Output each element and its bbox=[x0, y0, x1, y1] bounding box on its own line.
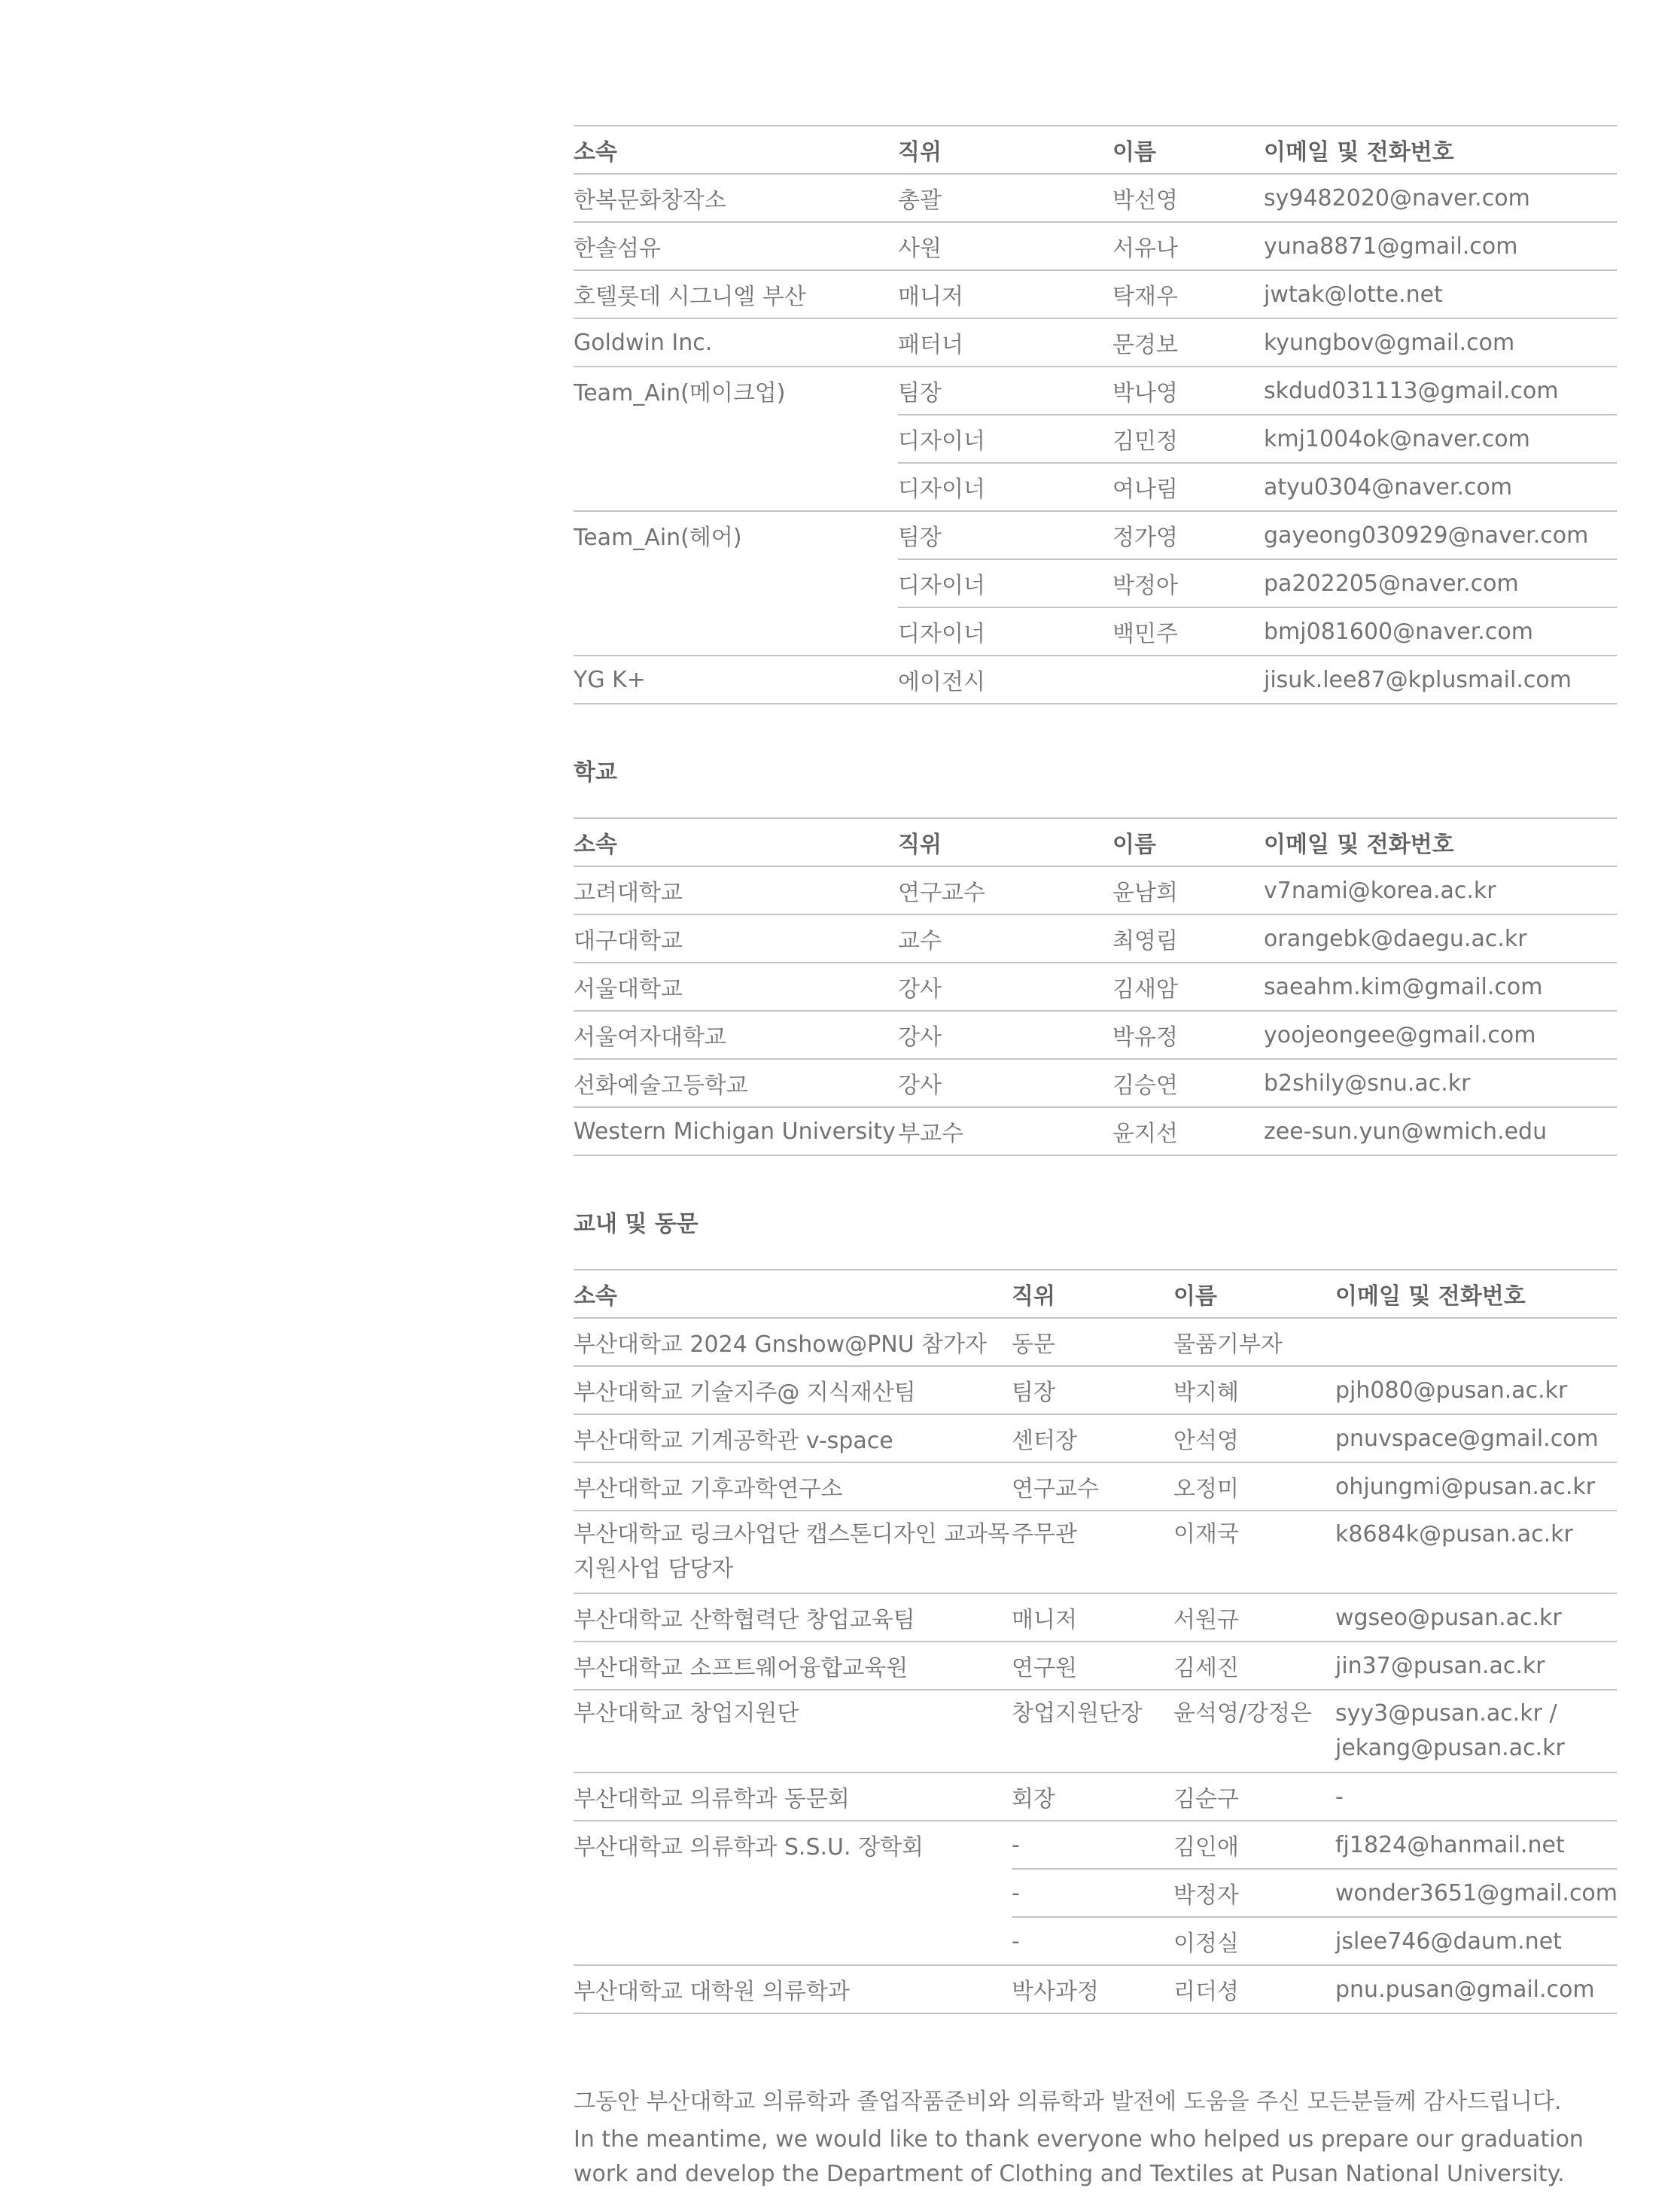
cell-email: wonder3651@gmail.com bbox=[1335, 1879, 1618, 1906]
table-row bbox=[574, 1414, 1617, 1462]
cell-name: 오정미 bbox=[1173, 1476, 1239, 1502]
thanks-korean: 그동안 부산대학교 의류학과 졸업작품준비와 의류학과 발전에 도움을 주신 모든분들께 감사드립니다. bbox=[574, 2089, 1562, 2115]
cell-name: 김인애 bbox=[1173, 1834, 1239, 1861]
cell-name: 김세진 bbox=[1173, 1655, 1239, 1681]
cell-affiliation: 호텔롯데 시그니엘 부산 bbox=[574, 284, 806, 310]
cell-name: 리더셩 bbox=[1173, 1979, 1239, 2005]
cell-affiliation: 부산대학교 산학협력단 창업교육팀 bbox=[574, 1607, 915, 1633]
cell-position: 동문 bbox=[1012, 1331, 1055, 1358]
cell-affiliation bbox=[574, 607, 898, 656]
table-row bbox=[574, 1107, 1617, 1155]
table-row bbox=[574, 1869, 1617, 1917]
cell-name: 이정실 bbox=[1173, 1931, 1239, 1957]
section-title-school: 학교 bbox=[574, 759, 617, 786]
header-affiliation: 소속 bbox=[574, 139, 617, 166]
cell-affiliation: 한복문화창작소 bbox=[574, 187, 726, 214]
cell-affiliation: 고려대학교 bbox=[574, 880, 683, 906]
cell-name: 정가영 bbox=[1112, 525, 1178, 551]
table-row bbox=[574, 866, 1617, 914]
cell-position: 팀장 bbox=[898, 525, 942, 551]
cell-affiliation: 부산대학교 대학원 의류학과 bbox=[574, 1979, 850, 2005]
school-table bbox=[574, 817, 1617, 1156]
cell-email: zee-sun.yun@wmich.edu bbox=[1264, 1118, 1548, 1145]
cell-email: jin37@pusan.ac.kr bbox=[1335, 1652, 1545, 1679]
cell-position: 팀장 bbox=[898, 380, 942, 406]
campus-table bbox=[574, 1269, 1617, 2014]
header-name: 이름 bbox=[1173, 1283, 1217, 1310]
table-row bbox=[574, 1965, 1617, 2013]
cell-affiliation: Team_Ain(헤어) bbox=[574, 525, 742, 551]
cell-email: pjh080@pusan.ac.kr bbox=[1335, 1377, 1568, 1404]
table-row bbox=[574, 1462, 1617, 1511]
cell-name: 김새암 bbox=[1112, 976, 1178, 1003]
thanks-english: In the meantime, we would like to thank everyone who helped us prepare our graduation work and develop the Department of Clothing and Textiles at Pusan National University. bbox=[574, 2126, 1584, 2187]
cell-position: 창업지원단장 bbox=[1012, 1700, 1143, 1727]
cell-name: 탁재우 bbox=[1112, 284, 1178, 310]
cell-email: kmj1004ok@naver.com bbox=[1264, 425, 1530, 452]
table-row bbox=[574, 1917, 1617, 1965]
table-row bbox=[574, 914, 1617, 963]
table-row bbox=[574, 1059, 1617, 1107]
table-row bbox=[574, 559, 1617, 607]
cell-name: 김순구 bbox=[1173, 1786, 1239, 1812]
cell-affiliation: 서울대학교 bbox=[574, 976, 683, 1003]
cell-name: 여나림 bbox=[1112, 476, 1178, 503]
table-row bbox=[574, 1318, 1617, 1366]
cell-email: orangebk@daegu.ac.kr bbox=[1264, 925, 1527, 952]
cell-affiliation: YG K+ bbox=[574, 666, 646, 693]
cell-email: kyungbov@gmail.com bbox=[1264, 329, 1515, 356]
cell-email: wgseo@pusan.ac.kr bbox=[1335, 1604, 1562, 1631]
cell-name: 윤남희 bbox=[1112, 880, 1178, 906]
table-row bbox=[574, 1642, 1617, 1690]
cell-name: 윤지선 bbox=[1112, 1121, 1178, 1147]
cell-name: 이재국 bbox=[1173, 1521, 1239, 1547]
cell-affiliation: 부산대학교 창업지원단 bbox=[574, 1700, 799, 1727]
table-row bbox=[574, 1011, 1617, 1059]
table-row bbox=[574, 415, 1617, 463]
cell-email: k8684k@pusan.ac.kr bbox=[1335, 1521, 1573, 1547]
cell-position: 디자이너 bbox=[898, 573, 985, 599]
cell-email: sy9482020@naver.com bbox=[1264, 184, 1530, 211]
header-contact: 이메일 및 전화번호 bbox=[1264, 139, 1454, 166]
header-name: 이름 bbox=[1112, 832, 1156, 858]
cell-email: pnuvspace@gmail.com bbox=[1335, 1425, 1599, 1452]
cell-name bbox=[1112, 656, 1264, 704]
cell-email: atyu0304@naver.com bbox=[1264, 473, 1513, 501]
cell-email: b2shily@snu.ac.kr bbox=[1264, 1070, 1471, 1097]
cell-position: 총괄 bbox=[898, 187, 942, 214]
table-row bbox=[574, 511, 1617, 559]
cell-email: jwtak@lotte.net bbox=[1264, 281, 1443, 308]
cell-affiliation: 한솔섬유 bbox=[574, 236, 661, 262]
cell-position: 강사 bbox=[898, 1073, 942, 1099]
cell-affiliation: 부산대학교 기술지주@ 지식재산팀 bbox=[574, 1380, 916, 1406]
table-row bbox=[574, 656, 1617, 704]
cell-position: 디자이너 bbox=[898, 428, 985, 455]
cell-affiliation bbox=[574, 1917, 1012, 1965]
table-header-row bbox=[574, 126, 1617, 174]
cell-position: 디자이너 bbox=[898, 621, 985, 647]
header-position: 직위 bbox=[898, 139, 942, 166]
cell-position: 강사 bbox=[898, 976, 942, 1003]
cell-position: 연구교수 bbox=[1012, 1476, 1099, 1502]
cell-position: 교수 bbox=[898, 928, 942, 954]
table-row bbox=[574, 1690, 1617, 1772]
cell-affiliation: Team_Ain(메이크업) bbox=[574, 380, 786, 406]
cell-affiliation: 부산대학교 2024 Gnshow@PNU 참가자 bbox=[574, 1331, 988, 1358]
cell-name: 박유정 bbox=[1112, 1024, 1178, 1051]
cell-affiliation: 부산대학교 기계공학관 v-space bbox=[574, 1428, 893, 1454]
cell-affiliation: 대구대학교 bbox=[574, 928, 683, 954]
cell-name: 안석영 bbox=[1173, 1428, 1239, 1454]
cell-position: 주무관 bbox=[1012, 1521, 1077, 1547]
section-title-campus: 교내 및 동문 bbox=[574, 1211, 698, 1237]
cell-email: fj1824@hanmail.net bbox=[1335, 1831, 1565, 1858]
industry-table bbox=[574, 125, 1617, 704]
cell-email: skdud031113@gmail.com bbox=[1264, 377, 1559, 404]
cell-affiliation bbox=[574, 559, 898, 607]
cell-position: 매니저 bbox=[898, 284, 963, 310]
cell-affiliation: Western Michigan University bbox=[574, 1118, 896, 1145]
cell-affiliation: Goldwin Inc. bbox=[574, 329, 713, 356]
table-row bbox=[574, 1593, 1617, 1642]
table-row bbox=[574, 1366, 1617, 1414]
header-contact: 이메일 및 전화번호 bbox=[1264, 832, 1454, 858]
thanks-message bbox=[574, 2085, 1617, 2192]
cell-name: 최영림 bbox=[1112, 928, 1178, 954]
cell-name: 박지혜 bbox=[1173, 1380, 1239, 1406]
table-row bbox=[574, 463, 1617, 511]
cell-name: 박나영 bbox=[1112, 380, 1178, 406]
cell-affiliation: 부산대학교 의류학과 S.S.U. 장학회 bbox=[574, 1834, 924, 1861]
cell-affiliation: 부산대학교 기후과학연구소 bbox=[574, 1476, 843, 1502]
header-affiliation: 소속 bbox=[574, 832, 617, 858]
header-contact: 이메일 및 전화번호 bbox=[1335, 1283, 1526, 1310]
cell-name: 박선영 bbox=[1112, 187, 1178, 214]
acknowledgements-page bbox=[574, 125, 1617, 2192]
cell-email: gayeong030929@naver.com bbox=[1264, 522, 1589, 549]
cell-position: - bbox=[1012, 1831, 1020, 1858]
table-row bbox=[574, 963, 1617, 1011]
cell-position: 패터너 bbox=[898, 332, 963, 358]
table-row bbox=[574, 607, 1617, 656]
cell-email: saeahm.kim@gmail.com bbox=[1264, 973, 1543, 1000]
cell-name: 김승연 bbox=[1112, 1073, 1178, 1099]
cell-affiliation: 부산대학교 소프트웨어융합교육원 bbox=[574, 1655, 908, 1681]
cell-position: - bbox=[1012, 1928, 1020, 1955]
cell-position: 연구교수 bbox=[898, 880, 985, 906]
cell-email: - bbox=[1335, 1783, 1344, 1810]
cell-affiliation: 서울여자대학교 bbox=[574, 1024, 726, 1051]
cell-position: 팀장 bbox=[1012, 1380, 1055, 1406]
cell-position: 부교수 bbox=[898, 1121, 963, 1147]
header-name: 이름 bbox=[1112, 139, 1156, 166]
cell-email: ohjungmi@pusan.ac.kr bbox=[1335, 1473, 1596, 1500]
cell-position: 연구원 bbox=[1012, 1655, 1077, 1681]
cell-name: 문경보 bbox=[1112, 332, 1178, 358]
cell-name: 윤석영/강정은 bbox=[1173, 1700, 1312, 1727]
cell-position: 센터장 bbox=[1012, 1428, 1077, 1454]
cell-position: 매니저 bbox=[1012, 1607, 1077, 1633]
cell-email: jisuk.lee87@kplusmail.com bbox=[1264, 666, 1572, 693]
table-row bbox=[574, 1821, 1617, 1869]
header-affiliation: 소속 bbox=[574, 1283, 617, 1310]
table-row bbox=[574, 174, 1617, 222]
table-row bbox=[574, 270, 1617, 318]
cell-email: yuna8871@gmail.com bbox=[1264, 233, 1518, 260]
cell-email: jslee746@daum.net bbox=[1335, 1928, 1562, 1955]
cell-name: 서원규 bbox=[1173, 1607, 1239, 1633]
header-position: 직위 bbox=[898, 832, 942, 858]
table-row bbox=[574, 1511, 1617, 1593]
cell-email: pnu.pusan@gmail.com bbox=[1335, 1976, 1595, 2003]
table-row bbox=[574, 222, 1617, 270]
cell-affiliation bbox=[574, 415, 898, 463]
cell-name: 박정자 bbox=[1173, 1882, 1239, 1909]
cell-name: 서유나 bbox=[1112, 236, 1178, 262]
cell-email: bmj081600@naver.com bbox=[1264, 618, 1533, 645]
cell-position: 강사 bbox=[898, 1024, 942, 1051]
cell-email: yoojeongee@gmail.com bbox=[1264, 1021, 1536, 1048]
cell-email: pa202205@naver.com bbox=[1264, 570, 1519, 597]
table-row bbox=[574, 318, 1617, 367]
table-header-row bbox=[574, 818, 1617, 866]
table-row bbox=[574, 1772, 1617, 1821]
cell-name: 백민주 bbox=[1112, 621, 1178, 647]
table-header-row bbox=[574, 1270, 1617, 1318]
cell-position: 박사과정 bbox=[1012, 1979, 1099, 2005]
header-position: 직위 bbox=[1012, 1283, 1055, 1310]
table-row bbox=[574, 367, 1617, 415]
cell-affiliation: 선화예술고등학교 bbox=[574, 1073, 748, 1099]
cell-affiliation bbox=[574, 463, 898, 511]
cell-position: 에이전시 bbox=[898, 669, 985, 695]
cell-name: 물품기부자 bbox=[1173, 1331, 1283, 1358]
cell-position: 사원 bbox=[898, 236, 942, 262]
cell-name: 김민정 bbox=[1112, 428, 1178, 455]
cell-position: 디자이너 bbox=[898, 476, 985, 503]
cell-email bbox=[1335, 1318, 1617, 1366]
cell-affiliation: 부산대학교 의류학과 동문회 bbox=[574, 1786, 850, 1812]
cell-name: 박정아 bbox=[1112, 573, 1178, 599]
cell-affiliation: 부산대학교 링크사업단 캡스톤디자인 교과목 지원사업 담당자 bbox=[574, 1521, 1010, 1582]
cell-email: syy3@pusan.ac.kr / jekang@pusan.ac.kr bbox=[1335, 1700, 1565, 1761]
cell-affiliation bbox=[574, 1869, 1012, 1917]
cell-position: - bbox=[1012, 1879, 1020, 1906]
cell-email: v7nami@korea.ac.kr bbox=[1264, 877, 1496, 904]
cell-position: 회장 bbox=[1012, 1786, 1055, 1812]
